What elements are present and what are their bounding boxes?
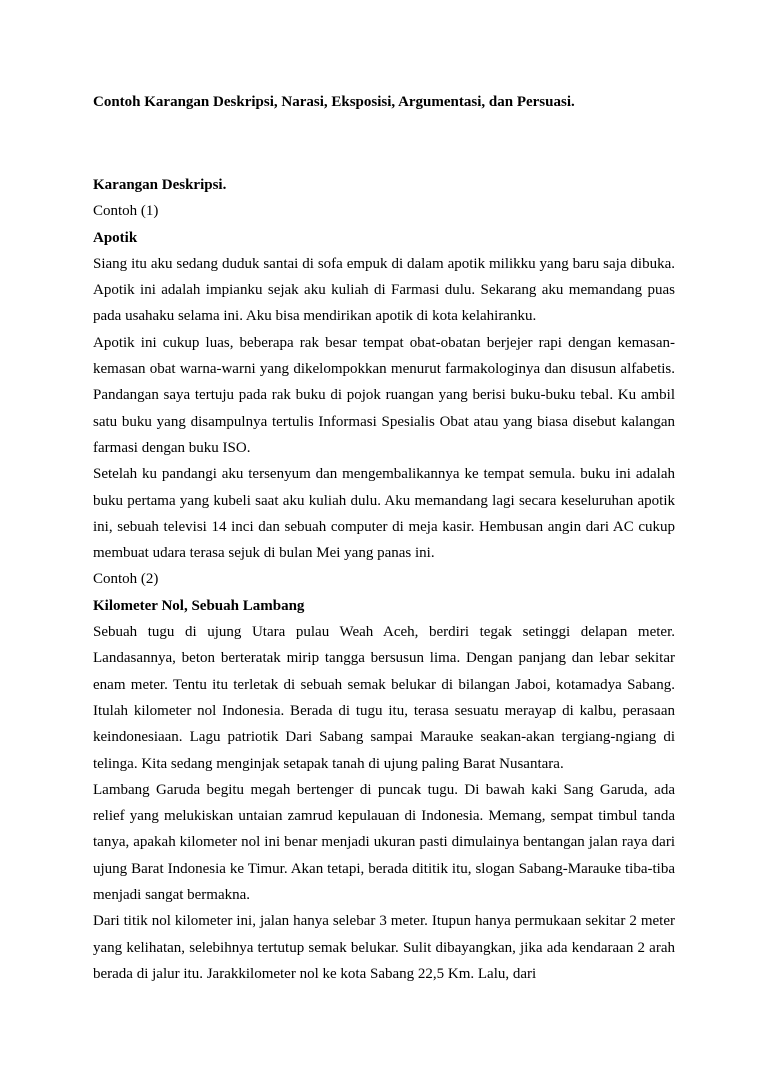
section-heading: Karangan Deskripsi. [93,177,227,193]
paragraph: Lambang Garuda begitu megah bertenger di puncak tugu. Di bawah kaki Sang Garuda, ada relief yang melukiskan untaian zamrud kepulauan di Indonesia. Memang, sempat timbul tanda tanya, apakah kilometer nol ini benar menjadi ukuran pasti dimulainya bentangan jalan raya dari ujung Barat Indonesia ke Timur. Akan tetapi, berada dititik itu, slogan Sabang-Marauke tiba-tiba menjadi sangat bermakna. [93,781,675,904]
example-1-heading: Apotik [93,229,138,246]
example-2-heading: Kilometer Nol, Sebuah Lambang [93,597,305,614]
example-2-label: Contoh (2) [93,571,159,588]
example-1-label: Contoh (1) [93,203,159,220]
paragraph: Dari titik nol kilometer ini, jalan hanya selebar 3 meter. Itupun hanya permukaan sekitar 2 meter yang kelihatan, selebihnya tertutup semak belukar. Sulit dibayangkan, jika ada kendaraan 2 arah berada di jalur itu. Jarakkilometer nol ke kota Sabang 22,5 Km. Lalu, dari [93,913,675,982]
document-body [93,172,675,987]
paragraph: Siang itu aku sedang duduk santai di sofa empuk di dalam apotik milikku yang baru saja dibuka. Apotik ini adalah impianku sejak aku kuliah di Farmasi dulu. Sekarang aku memandang puas pada usahaku selama ini. Aku bisa mendirikan apotik di kota kelahiranku. [93,255,675,325]
paragraph: Sebuah tugu di ujung Utara pulau Weah Aceh, berdiri tegak setinggi delapan meter. Landasannya, beton berteratak mirip tangga bersusun lima. Dengan panjang dan lebar sekitar enam meter. Tentu itu terletak di sebuah semak belukar di bilangan Jaboi, kotamadya Sabang. Itulah kilometer nol Indonesia. Berada di tugu itu, terasa sesuatu merayap di kalbu, perasaan keindonesiaan. Lagu patriotik Dari Sabang sampai Marauke seakan-akan tergiang-ngiang di telinga. Kita sedang menginjak setapak tanah di ujung paling Barat Nusantara. [93,624,675,772]
paragraph: Setelah ku pandangi aku tersenyum dan mengembalikannya ke tempat semula. buku ini adalah buku pertama yang kubeli saat aku kuliah dulu. Aku memandang lagi secara keseluruhan apotik ini, sebuah televisi 14 inci dan sebuah computer di meja kasir. Hembusan angin dari AC cukup membuat udara terasa sejuk di bulan Mei yang panas ini. [93,466,675,562]
paragraph: Apotik ini cukup luas, beberapa rak besar tempat obat-obatan berjejer rapi dengan kemasan-kemasan obat warna-warni yang dikelompokkan menurut farmakologinya dan disusun alfabetis. Pandangan saya tertuju pada rak buku di pojok ruangan yang berisi buku-buku tebal. Ku ambil satu buku yang disampulnya tertulis Informasi Spesialis Obat atau yang biasa disebut kalangan farmasi dengan buku ISO. [93,334,675,456]
document-title: Contoh Karangan Deskripsi, Narasi, Eksposisi, Argumentasi, dan Persuasi. [93,94,575,110]
